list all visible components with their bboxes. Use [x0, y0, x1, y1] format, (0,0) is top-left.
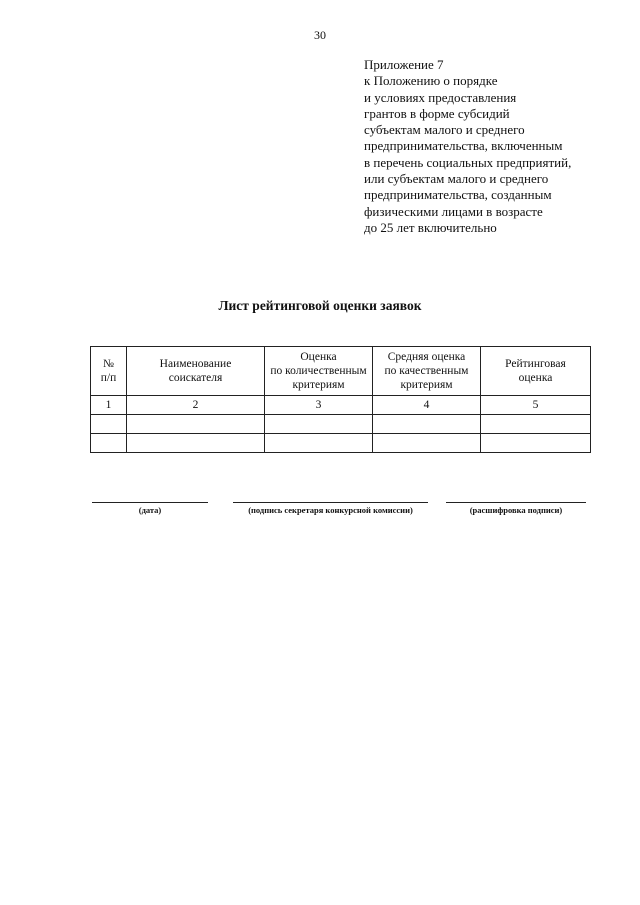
secretary-signature-line[interactable]: [233, 502, 428, 503]
table-cell[interactable]: [265, 434, 373, 453]
column-number-row: [91, 396, 591, 415]
appendix-line: и условиях предоставления: [364, 89, 517, 105]
appendix-line: грантов в форме субсидий: [364, 105, 510, 121]
table-cell[interactable]: [127, 415, 265, 434]
appendix-line: к Положению о порядке: [364, 73, 498, 89]
column-number-cell: 4: [373, 396, 481, 415]
header-text: по количественным: [270, 365, 367, 377]
decoding-caption: (расшифровка подписи): [469, 505, 563, 515]
column-number-cell: 2: [127, 396, 265, 415]
table-header-row: [91, 347, 591, 396]
appendix-block: [364, 57, 624, 236]
appendix-line: предпринимательства, созданным: [364, 187, 552, 203]
decoding-signature-line[interactable]: [446, 502, 586, 503]
header-text: оценка: [518, 372, 553, 384]
header-text: Средняя оценка: [387, 351, 466, 363]
header-cell-quantitative: [265, 347, 373, 396]
table-cell[interactable]: [265, 415, 373, 434]
appendix-line: Приложение 7: [364, 57, 444, 72]
rating-table: [90, 346, 591, 453]
date-signature-line[interactable]: [92, 502, 208, 503]
table-cell[interactable]: [481, 434, 591, 453]
header-text: соискателя: [168, 372, 223, 384]
appendix-line: в перечень социальных предприятий,: [364, 154, 572, 170]
header-cell-number: [91, 347, 127, 396]
page-number: 30: [314, 28, 326, 42]
document-title: Лист рейтинговой оценки заявок: [218, 298, 422, 313]
column-number-cell: 5: [481, 396, 591, 415]
header-cell-applicant: [127, 347, 265, 396]
column-number-cell: 3: [265, 396, 373, 415]
header-cell-qualitative: [373, 347, 481, 396]
table-cell[interactable]: [481, 415, 591, 434]
table-cell[interactable]: [373, 434, 481, 453]
table-row: [91, 415, 591, 434]
appendix-line: физическими лицами в возрасте: [364, 203, 543, 219]
date-caption: (дата): [138, 505, 162, 515]
header-text: Рейтинговая: [505, 358, 566, 370]
table-cell[interactable]: [91, 434, 127, 453]
appendix-line: субъектам малого и среднего: [364, 122, 525, 138]
header-text: Оценка: [300, 351, 337, 363]
column-number-cell: 1: [91, 396, 127, 415]
header-text: №: [103, 358, 114, 370]
header-text: по качественным: [384, 365, 469, 377]
header-cell-rating: [481, 347, 591, 396]
table-cell[interactable]: [91, 415, 127, 434]
appendix-line: или субъектам малого и среднего: [364, 171, 549, 187]
table-cell[interactable]: [127, 434, 265, 453]
appendix-line: до 25 лет включительно: [364, 219, 497, 235]
header-text: критериям: [292, 379, 345, 391]
header-text: п/п: [100, 372, 117, 384]
header-text: Наименование: [159, 358, 232, 370]
table-cell[interactable]: [373, 415, 481, 434]
secretary-caption: (подпись секретаря конкурсной комиссии): [248, 505, 413, 515]
header-text: критериям: [400, 379, 453, 391]
appendix-line: предпринимательства, включенным: [364, 138, 563, 154]
table-row: [91, 434, 591, 453]
